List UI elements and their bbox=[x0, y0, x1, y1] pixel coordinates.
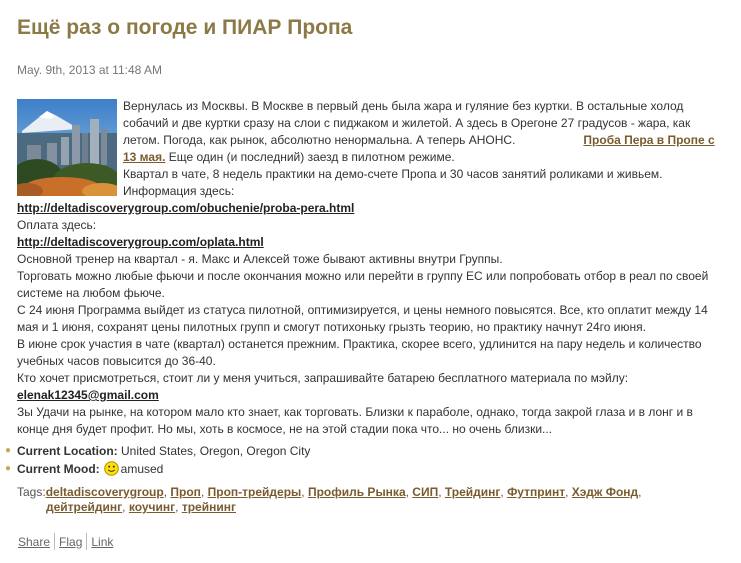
proba-pera-url-link[interactable]: http://deltadiscoverygroup.com/obuchenie/proba-pera.html bbox=[17, 201, 355, 215]
paragraph-ps: Зы Удачи на рынке, на котором мало кто знает, как торговать. Близки к параболе, однако, тогда закрой глаза и в лонг и в конце дня будет профит. Но мы, хоть в космосе, не на этой стадии пока что... но очень близки... bbox=[17, 405, 693, 436]
tag-link[interactable]: deltadiscoverygroup bbox=[45, 485, 164, 499]
current-mood-value: amused bbox=[120, 462, 164, 476]
tag-link[interactable]: коучинг bbox=[128, 500, 176, 514]
proba-pera-link[interactable]: Проба Пера в Пропе с 13 мая. bbox=[123, 133, 715, 164]
post-meta bbox=[5, 442, 311, 478]
tag-link[interactable]: Трейдинг bbox=[444, 485, 501, 499]
tag-link[interactable]: Хэдж Фонд bbox=[571, 485, 639, 499]
tag-link[interactable]: Футпринт bbox=[507, 485, 566, 499]
current-location-row bbox=[5, 442, 311, 460]
current-location-value: United States, Oregon, Oregon City bbox=[117, 444, 311, 458]
paragraph-payment: Оплата здесь: bbox=[17, 218, 97, 232]
tag-link[interactable]: дейтрейдинг bbox=[46, 500, 123, 514]
tag-link[interactable]: Проп-трейдеры bbox=[207, 485, 302, 499]
current-mood-row bbox=[5, 460, 310, 478]
tags-label: Tags: bbox=[17, 485, 46, 499]
post-date: May. 9th, 2013 at 11:48 AM bbox=[17, 63, 162, 77]
current-location-label: Current Location: bbox=[17, 444, 118, 458]
share-link[interactable]: Share bbox=[18, 535, 51, 549]
paragraph-request: Кто хочет присмотреться, стоит ли у меня учиться, запрашивайте батарею бесплатного материала по мэйлу: bbox=[17, 371, 629, 385]
paragraph-info: Информация здесь: bbox=[123, 184, 235, 198]
tag-link[interactable]: Проп bbox=[170, 485, 201, 499]
email-link[interactable]: elenak12345@gmail.com bbox=[17, 388, 159, 402]
post-body bbox=[17, 98, 725, 438]
link-link[interactable]: Link bbox=[91, 535, 114, 549]
paragraph-intro bbox=[17, 98, 725, 166]
intro-tail-text: Еще один (и последний) заезд в пилотном режиме. bbox=[165, 150, 455, 164]
paragraph-trainer: Основной тренер на квартал - я. Макс и Алексей тоже бывают активны внутри Группы. bbox=[17, 252, 503, 266]
intro-text: Вернулась из Москвы. В Москве в первый день была жара и гуляние без куртки. В остальные холод собачий и две куртки сразу на слои с пиджаком и жилетой. А здесь в Орегоне 27 градусов - жара, как летом. Погода, как рынок, абсолютно ненормальна. А теперь АНОНС. bbox=[123, 99, 691, 147]
post-title: Ещё раз о погоде и ПИАР Пропа bbox=[17, 16, 353, 39]
flag-link[interactable]: Flag bbox=[59, 535, 83, 549]
post-actions bbox=[17, 533, 117, 550]
paragraph-quarter: Квартал в чате, 8 недель практики на демо-счете Пропа и 30 часов занятий роликами и живьем. bbox=[123, 167, 663, 181]
bullet-icon: ● bbox=[5, 445, 12, 456]
image-float-spacer bbox=[17, 98, 123, 197]
tag-link[interactable]: трейнинг bbox=[181, 500, 236, 514]
paragraph-june24: С 24 июня Программа выйдет из статуса пилотной, оптимизируется, и цены немного повысятся. Все, кто оплатит между 14 мая и 1 июня, сохранят цены пилотных групп и смогут потихоньку грызть теорию, но практику начнут 24го июня. bbox=[17, 303, 708, 334]
current-mood-label: Current Mood: bbox=[17, 462, 100, 476]
bullet-icon: ● bbox=[5, 463, 12, 474]
smiley-icon bbox=[104, 461, 119, 476]
paragraph-june-chat: В июне срок участия в чате (квартал) останется прежним. Практика, скорее всего, удлинится на пару недель и количество учебных часов повысится до 36-40. bbox=[17, 337, 702, 368]
tags-list: Tags:deltadiscoverygroup, Проп, Проп-трейдеры, Профиль Рынка, СИП, Трейдинг, Футпринт, Хэдж Фонд, дейтрейдинг, коучинг, трейнинг bbox=[17, 485, 642, 514]
tag-link[interactable]: Профиль Рынка bbox=[307, 485, 406, 499]
payment-url-link[interactable]: http://deltadiscoverygroup.com/oplata.html bbox=[17, 235, 264, 249]
tag-link[interactable]: СИП bbox=[412, 485, 439, 499]
paragraph-futures: Торговать можно любые фьючи и после окончания можно или перейти в группу ЕС или попробовать отбор в реал по своей системе на любом фьюче. bbox=[17, 269, 709, 300]
